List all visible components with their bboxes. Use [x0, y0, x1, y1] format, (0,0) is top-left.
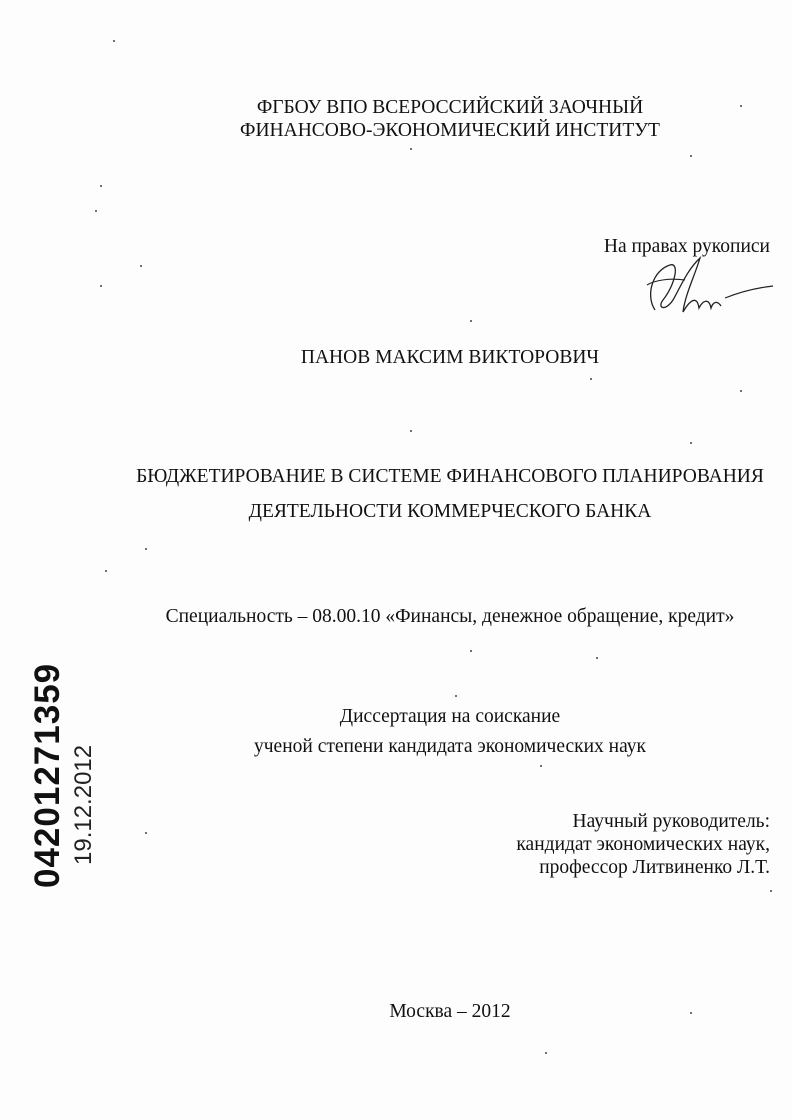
- supervisor-line-1: Научный руководитель:: [572, 811, 770, 832]
- specialty: Специальность – 08.00.10 «Финансы, денежное обращение, кредит»: [165, 606, 735, 627]
- scan-speck: [145, 832, 147, 834]
- rights-note: На правах рукописи: [603, 236, 770, 257]
- handwritten-signature: [625, 250, 775, 325]
- scan-speck: [740, 390, 742, 392]
- library-stamp: [22, 650, 102, 890]
- scan-speck: [740, 105, 742, 107]
- stamp-date: 19.12.2012: [70, 744, 97, 865]
- scan-speck: [590, 378, 592, 380]
- scan-speck: [455, 695, 457, 697]
- scan-speck: [540, 765, 542, 767]
- scan-speck: [105, 570, 107, 572]
- author-name: ПАНОВ МАКСИМ ВИКТОРОВИЧ: [300, 347, 600, 368]
- scan-speck: [410, 430, 412, 432]
- city-year: Москва – 2012: [389, 1001, 511, 1022]
- scan-speck: [470, 320, 472, 322]
- dissertation-title-line-1: БЮДЖЕТИРОВАНИЕ В СИСТЕМЕ ФИНАНСОВОГО ПЛАНИРОВАНИЯ: [136, 466, 764, 487]
- scan-speck: [596, 657, 598, 659]
- scan-speck: [690, 442, 692, 444]
- scan-speck: [145, 548, 147, 550]
- dissertation-line-1: Диссертация на соискание: [339, 706, 561, 727]
- scan-speck: [470, 650, 472, 652]
- scan-speck: [690, 1012, 692, 1014]
- dissertation-line-2: ученой степени кандидата экономических наук: [253, 736, 647, 757]
- scan-speck: [100, 285, 102, 287]
- scan-speck: [100, 185, 102, 187]
- stamp-number: 04201271359: [28, 662, 67, 888]
- institution-line-1: ФГБОУ ВПО ВСЕРОССИЙСКИЙ ЗАОЧНЫЙ: [256, 97, 644, 118]
- scan-speck: [140, 265, 142, 267]
- supervisor-line-3: профессор Литвиненко Л.Т.: [539, 857, 770, 878]
- scan-speck: [95, 210, 97, 212]
- scan-speck: [113, 40, 115, 42]
- dissertation-title-line-2: ДЕЯТЕЛЬНОСТИ КОММЕРЧЕСКОГО БАНКА: [248, 501, 652, 522]
- scan-speck: [545, 1052, 547, 1054]
- scan-speck: [690, 155, 692, 157]
- scan-speck: [410, 148, 412, 150]
- supervisor-line-2: кандидат экономических наук,: [516, 834, 770, 855]
- scan-speck: [770, 890, 772, 892]
- institution-line-2: ФИНАНСОВО-ЭКОНОМИЧЕСКИЙ ИНСТИТУТ: [240, 120, 660, 141]
